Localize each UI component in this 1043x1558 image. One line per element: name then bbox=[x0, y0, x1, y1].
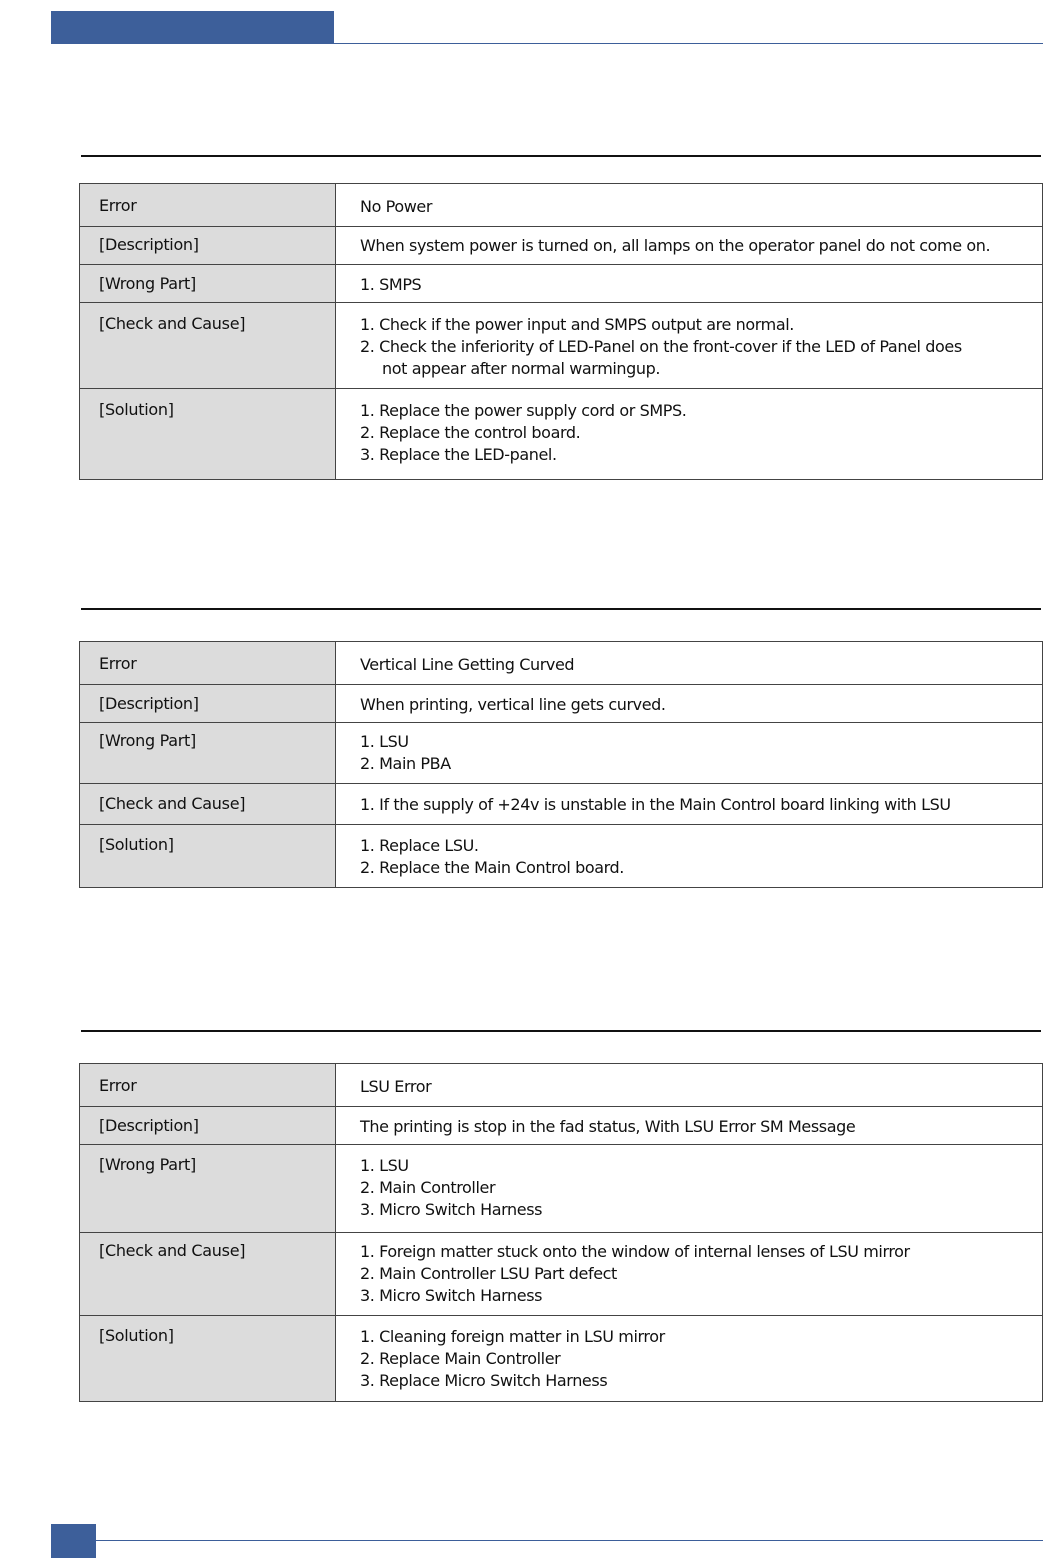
section-rule-3 bbox=[81, 1030, 1041, 1032]
row-value bbox=[336, 1233, 1043, 1316]
section-rule-2 bbox=[81, 608, 1041, 610]
row-value bbox=[336, 784, 1043, 825]
row-label: [Description] bbox=[80, 1107, 336, 1145]
row-label: [Wrong Part] bbox=[80, 1145, 336, 1233]
table-row bbox=[80, 1064, 1043, 1107]
value-line: The printing is stop in the fad status, With LSU Error SM Message bbox=[360, 1117, 856, 1136]
row-value bbox=[336, 389, 1043, 480]
value-line: not appear after normal warmingup. bbox=[382, 359, 661, 378]
value-line: 1. SMPS bbox=[360, 275, 422, 294]
row-label: Error bbox=[80, 184, 336, 227]
value-line: LSU Error bbox=[360, 1077, 432, 1096]
row-label: [Wrong Part] bbox=[80, 723, 336, 784]
table-row bbox=[80, 825, 1043, 888]
table-row bbox=[80, 784, 1043, 825]
row-value bbox=[336, 303, 1043, 389]
row-value bbox=[336, 685, 1043, 723]
value-line: 2. Main Controller LSU Part defect bbox=[360, 1264, 617, 1283]
row-label: [Solution] bbox=[80, 825, 336, 888]
row-label: [Solution] bbox=[80, 389, 336, 480]
value-line: 1. Foreign matter stuck onto the window of internal lenses of LSU mirror bbox=[360, 1242, 910, 1261]
row-value bbox=[336, 1145, 1043, 1233]
row-label: [Solution] bbox=[80, 1316, 336, 1402]
row-value bbox=[336, 265, 1043, 303]
section-rule-1 bbox=[81, 155, 1041, 157]
value-line: 1. Replace the power supply cord or SMPS. bbox=[360, 401, 687, 420]
value-line: 2. Replace the Main Control board. bbox=[360, 858, 624, 877]
row-label: [Check and Cause] bbox=[80, 784, 336, 825]
table-row bbox=[80, 1316, 1043, 1402]
value-line: 1. Check if the power input and SMPS output are normal. bbox=[360, 315, 794, 334]
table-row bbox=[80, 1145, 1043, 1233]
table-row bbox=[80, 227, 1043, 265]
row-value bbox=[336, 642, 1043, 685]
row-value bbox=[336, 825, 1043, 888]
row-value bbox=[336, 1064, 1043, 1107]
value-line: Vertical Line Getting Curved bbox=[360, 655, 575, 674]
footer-tab bbox=[51, 1524, 96, 1558]
row-value bbox=[336, 184, 1043, 227]
table-row bbox=[80, 303, 1043, 389]
row-label: [Check and Cause] bbox=[80, 1233, 336, 1316]
row-value bbox=[336, 723, 1043, 784]
row-value bbox=[336, 1316, 1043, 1402]
row-label: [Description] bbox=[80, 685, 336, 723]
value-line: 3. Replace Micro Switch Harness bbox=[360, 1371, 608, 1390]
table-row bbox=[80, 184, 1043, 227]
troubleshooting-table-2 bbox=[79, 641, 1043, 888]
value-line: 3. Replace the LED-panel. bbox=[360, 445, 557, 464]
table-row bbox=[80, 389, 1043, 480]
table-row bbox=[80, 642, 1043, 685]
value-line: When printing, vertical line gets curved. bbox=[360, 695, 666, 714]
value-line: 2. Main PBA bbox=[360, 754, 451, 773]
footer-line bbox=[96, 1540, 1043, 1541]
row-value bbox=[336, 1107, 1043, 1145]
troubleshooting-table-1 bbox=[79, 183, 1043, 480]
table-row bbox=[80, 685, 1043, 723]
value-line: No Power bbox=[360, 197, 433, 216]
value-line: 1. Cleaning foreign matter in LSU mirror bbox=[360, 1327, 665, 1346]
row-label: [Description] bbox=[80, 227, 336, 265]
value-line: 3. Micro Switch Harness bbox=[360, 1286, 543, 1305]
table-row bbox=[80, 1233, 1043, 1316]
row-label: [Wrong Part] bbox=[80, 265, 336, 303]
value-line: 1. Replace LSU. bbox=[360, 836, 479, 855]
row-label: Error bbox=[80, 1064, 336, 1107]
value-line: 2. Main Controller bbox=[360, 1178, 496, 1197]
value-line: 1. LSU bbox=[360, 732, 409, 751]
value-line: 3. Micro Switch Harness bbox=[360, 1200, 543, 1219]
value-line: 2. Replace Main Controller bbox=[360, 1349, 561, 1368]
value-line: 1. LSU bbox=[360, 1156, 409, 1175]
value-line: 2. Replace the control board. bbox=[360, 423, 581, 442]
value-line: 2. Check the inferiority of LED-Panel on the front-cover if the LED of Panel does bbox=[360, 337, 962, 356]
table-row bbox=[80, 723, 1043, 784]
header-tab bbox=[51, 11, 334, 44]
row-value bbox=[336, 227, 1043, 265]
header-line bbox=[334, 43, 1043, 44]
troubleshooting-table-3 bbox=[79, 1063, 1043, 1402]
value-line: When system power is turned on, all lamps on the operator panel do not come on. bbox=[360, 236, 991, 255]
value-line: 1. If the supply of +24v is unstable in the Main Control board linking with LSU bbox=[360, 795, 951, 814]
table-row bbox=[80, 265, 1043, 303]
table-row bbox=[80, 1107, 1043, 1145]
row-label: [Check and Cause] bbox=[80, 303, 336, 389]
row-label: Error bbox=[80, 642, 336, 685]
